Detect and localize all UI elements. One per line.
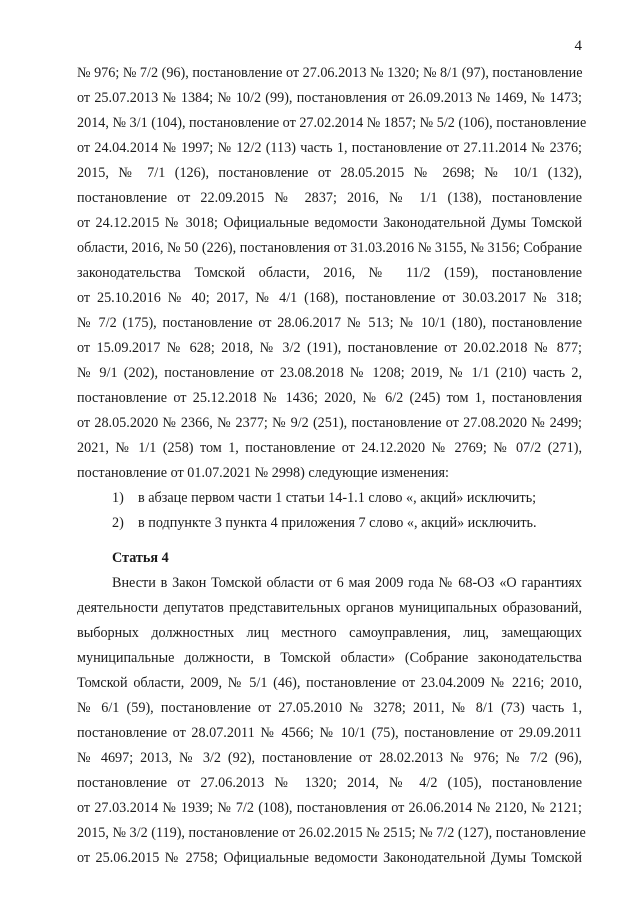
paragraph-line: Томской области, 2009, № 5/1 (46), постановление от 23.04.2009 № 2216; 2010, xyxy=(77,675,582,691)
paragraph-line: 2015, № 7/1 (126), постановление от 28.05.2015 № 2698; № 10/1 (132), xyxy=(77,165,582,181)
page-number: 4 xyxy=(574,38,582,54)
paragraph-line: от 27.03.2014 № 1939; № 7/2 (108), постановления от 26.06.2014 № 2120, № 2121; xyxy=(77,800,582,816)
list-item xyxy=(112,489,536,507)
paragraph-line: постановление от 27.06.2013 № 1320; 2014, № 4/2 (105), постановление xyxy=(77,775,582,791)
list-item-text: в абзаце первом части 1 статьи 14-1.1 слово «, акций» исключить; xyxy=(138,490,537,506)
paragraph-line: от 28.05.2020 № 2366, № 2377; № 9/2 (251), постановление от 27.08.2020 № 2499; xyxy=(77,415,582,431)
list-item-number: 1) xyxy=(112,490,124,506)
paragraph-line: от 15.09.2017 № 628; 2018, № 3/2 (191), постановление от 20.02.2018 № 877; xyxy=(77,340,582,356)
paragraph-line: от 25.10.2016 № 40; 2017, № 4/1 (168), постановление от 30.03.2017 № 318; xyxy=(77,290,582,306)
list-item-number: 2) xyxy=(112,515,124,531)
paragraph-line: № 9/1 (202), постановление от 23.08.2018 № 1208; 2019, № 1/1 (210) часть 2, xyxy=(77,365,582,381)
paragraph-line: постановление от 25.12.2018 № 1436; 2020, № 6/2 (245) том 1, постановления xyxy=(77,390,582,406)
list-item-text: в подпункте 3 пункта 4 приложения 7 слово «, акций» исключить. xyxy=(138,515,537,531)
paragraph-line: выборных должностных лиц местного самоуправления, лиц, замещающих xyxy=(77,625,582,641)
paragraph-line: постановление от 22.09.2015 № 2837; 2016, № 1/1 (138), постановление xyxy=(77,190,582,206)
paragraph-line: № 976; № 7/2 (96), постановление от 27.06.2013 № 1320; № 8/1 (97), постановление xyxy=(77,65,583,81)
paragraph-line: 2021, № 1/1 (258) том 1, постановление от 24.12.2020 № 2769; № 07/2 (271), xyxy=(77,440,582,456)
paragraph-line: муниципальные должности, в Томской области» (Собрание законодательства xyxy=(77,650,582,666)
paragraph-line: от 24.04.2014 № 1997; № 12/2 (113) часть 1, постановление от 27.11.2014 № 2376; xyxy=(77,140,582,156)
paragraph-line: 2014, № 3/1 (104), постановление от 27.02.2014 № 1857; № 5/2 (106), постановление xyxy=(77,115,587,131)
paragraph-line: № 6/1 (59), постановление от 27.05.2010 № 3278; 2011, № 8/1 (73) часть 1, xyxy=(77,700,582,716)
paragraph-line: области, 2016, № 50 (226), постановления от 31.03.2016 № 3155, № 3156; Собрание xyxy=(77,240,582,256)
paragraph-line: постановление от 28.07.2011 № 4566; № 10/1 (75), постановление от 29.09.2011 xyxy=(77,725,582,741)
paragraph-line: № 4697; 2013, № 3/2 (92), постановление от 28.02.2013 № 976; № 7/2 (96), xyxy=(77,750,582,766)
paragraph-line: от 25.07.2013 № 1384; № 10/2 (99), постановления от 26.09.2013 № 1469, № 1473; xyxy=(77,90,582,106)
article-heading: Статья 4 xyxy=(112,550,169,566)
paragraph-line: деятельности депутатов представительных органов муниципальных образований, xyxy=(77,600,582,616)
paragraph-line: Внести в Закон Томской области от 6 мая 2009 года № 68-ОЗ «О гарантиях xyxy=(112,575,582,591)
paragraph-line: от 25.06.2015 № 2758; Официальные ведомости Законодательной Думы Томской xyxy=(77,850,582,866)
paragraph-line: постановление от 01.07.2021 № 2998) следующие изменения: xyxy=(77,465,449,481)
list-item xyxy=(112,514,537,532)
paragraph-line: 2015, № 3/2 (119), постановление от 26.02.2015 № 2515; № 7/2 (127), постановление xyxy=(77,825,586,841)
paragraph-line: № 7/2 (175), постановление от 28.06.2017 № 513; № 10/1 (180), постановление xyxy=(77,315,582,331)
paragraph-line: законодательства Томской области, 2016, № 11/2 (159), постановление xyxy=(77,265,582,281)
paragraph-line: от 24.12.2015 № 3018; Официальные ведомости Законодательной Думы Томской xyxy=(77,215,582,231)
